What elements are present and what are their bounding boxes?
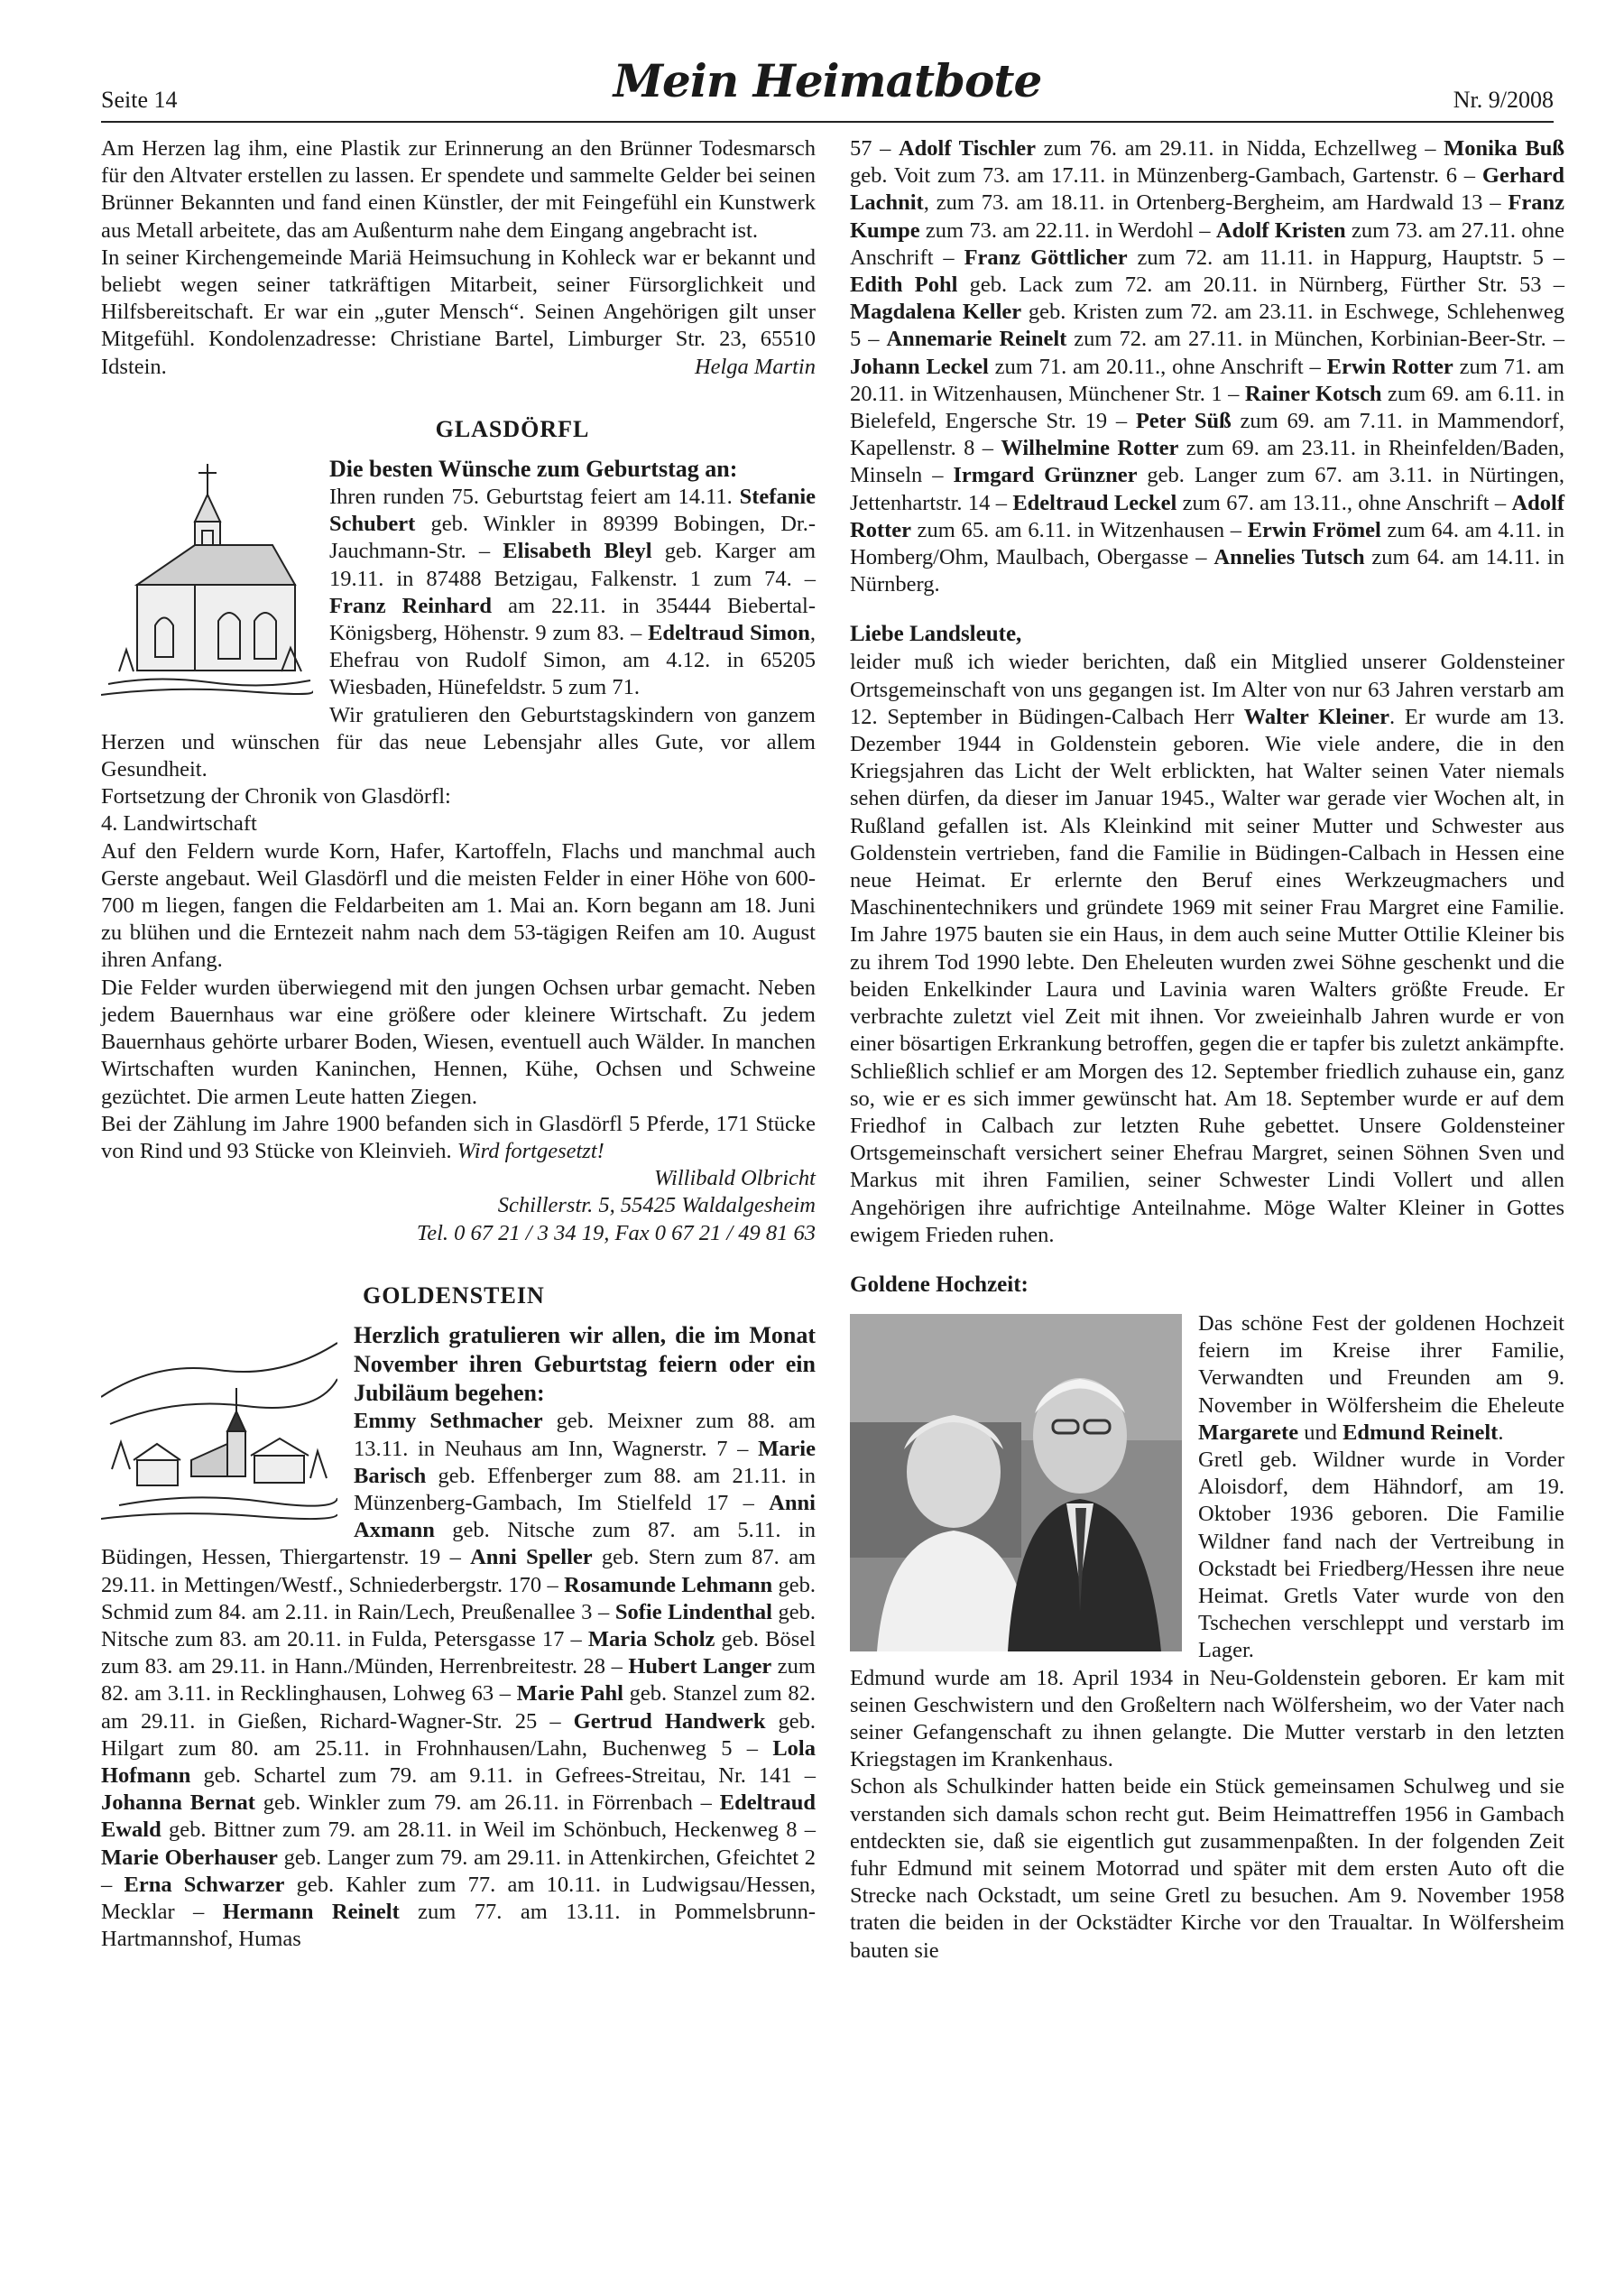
person-name: Gerhard Lachnit — [850, 163, 1564, 216]
page-number: Seite 14 — [101, 87, 178, 113]
person-name: Stefanie Schubert — [329, 485, 817, 537]
person-name: Lola Hofmann — [101, 1735, 816, 1788]
person-name: Erwin Frömel — [1247, 517, 1381, 542]
person-name: Marie Pahl — [516, 1681, 623, 1707]
newspaper-title: Mein Heimatbote — [613, 54, 1042, 107]
person-name: Wilhelmine Rotter — [1001, 436, 1179, 461]
author-name: Willibald Olbricht — [654, 1166, 816, 1191]
golden-wedding-text: Das schöne Fest der goldenen Hochzeit feiern im Kreise ihrer Familie, Verwandten und Freunden am 9. November in Wölfersheim die Eheleute Margarete und Edmund Reinelt. Gretl geb. Wildner wurde in Vorder Aloisdorf, dem Hähndorf, am 19. Oktober 1936 geboren. Die Familie Wildner fand nach der Vertreibung in Ockstadt bei Friedberg/Hessen ihre neue Heimat. Gretls Vater wurde von den Tschechen verschleppt und verstarb im Lager. — [850, 1310, 1564, 1665]
golden-wedding-paragraph-4: Schon als Schulkinder hatten beide ein Stück gemeinsamen Schulweg und sie verstanden sich damals schon recht gut. Beim Heimattreffen 1956 in Gambach entdeckten sie, daß sie eigentlich gut zusammenpaßten. In der folgenden Zeit fuhr Edmund mit seinem Motorrad und später mit dem ersten Auto oft die Strecke nach Ockstadt, um seine Gretl zu besuchen. Am 9. November 1958 traten die beiden in der Ockstädter Kirche vor den Traualtar. In Wölfersheim bauten sie — [850, 1774, 1564, 1963]
person-name: Erwin Rotter — [1326, 354, 1453, 379]
person-name: Edith Pohl — [850, 273, 958, 298]
person-name: Edmund Reinelt — [1343, 1420, 1499, 1445]
couple-photo-image — [850, 1314, 1182, 1651]
right-column — [850, 135, 1564, 1965]
section-heading-glasdoerfl: GLASDÖRFL — [435, 415, 590, 442]
person-name: Franz Göttlicher — [964, 245, 1128, 270]
golden-wedding-paragraph-3: Edmund wurde am 18. April 1934 in Neu-Goldenstein geboren. Er kam mit seinen Geschwistern und den Großeltern nach Wölfersheim, wo der Vater nach seiner Gefangenschaft zu ihnen gelangte. Die Mutter verstarb in den letzten Kriegstagen im Krankenhaus. — [850, 1665, 1564, 1772]
village-illustration — [101, 1325, 337, 1525]
person-name: Anni Speller — [470, 1545, 593, 1570]
chronik-title: Fortsetzung der Chronik von Glasdörfl: — [101, 784, 451, 809]
person-name: Annelies Tutsch — [1213, 545, 1365, 570]
person-name: Walter Kleiner — [1243, 704, 1390, 729]
person-name: Hubert Langer — [628, 1654, 772, 1679]
glasdoerfl-birthdays: Die besten Wünsche zum Geburtstag an: Ihren runden 75. Geburtstag feiert am 14.11. Stefanie Schubert geb. Winkler in 89399 Bobingen, Dr.-Jauchmann-Str. – Elisabeth Bleyl geb. Karger am 19.11. in 87488 Betzigau, Falkenstr. 1 zum 74. – Franz Reinhard am 22.11. in 35444 Biebertal-Königsberg, Höhenstr. 9 zum 83. – Edeltraud Simon, Ehefrau von Rudolf Simon, am 4.12. in 65205 Wiesbaden, Hünefeldstr. 5 zum 71. — [101, 455, 816, 702]
goldenstein-birthdays: Herzlich gratulieren wir allen, die im Monat November ihren Geburtstag feiern oder ein Jubiläum begehen: Emmy Sethmacher geb. Meixner zum 88. am 13.11. in Neuhaus am Inn, Wagnerstr. 7 – Marie Barisch geb. Effenberger zum 88. am 21.11. in Münzenberg-Gambach, Im Stielfeld 17 – Anni Axmann geb. Nitsche zum 87. am 5.11. in Büdingen, Hessen, Thiergartenstr. 19 – Anni Speller geb. Stern zum 87. am 29.11. in Mettingen/Westf., Schniederbergstr. 170 – Rosamunde Lehmann geb. Schmid zum 84. am 2.11. in Rain/Lech, Preußenallee 3 – Sofie Lindenthal geb. Nitsche zum 83. am 20.11. in Fulda, Petersgasse 17 – Maria Scholz geb. Bösel zum 83. am 29.11. in Hann./Münden, Herrenbreitestr. 28 – Hubert Langer zum 82. am 3.11. in Recklinghausen, Lohweg 63 – Marie Pahl geb. Stanzel zum 82. am 29.11. in Gießen, Richard-Wagner-Str. 25 – Gertrud Handwerk geb. Hilgart zum 80. am 25.11. in Frohnhausen/Lahn, Buchenweg 5 – Lola Hofmann geb. Schartel zum 79. am 9.11. in Gefrees-Streitau, Nr. 141 – Johanna Bernat geb. Winkler zum 79. am 26.11. in Förrenbach – Edeltraud Ewald geb. Bittner zum 79. am 28.11. in Weil im Schönbuch, Heckenweg 8 – Marie Oberhauser geb. Langer zum 79. am 29.11. in Attenkirchen, Gfeichtet 2 – Erna Schwarzer geb. Kahler zum 77. am 10.11. in Ludwigsau/Hessen, Mecklar – Hermann Reinelt zum 77. am 13.11. in Pommelsbrunn-Hartmannshof, Humas — [101, 1321, 817, 1952]
person-name: Edeltraud Leckel — [1012, 490, 1177, 515]
person-name: Monika Buß — [1444, 136, 1564, 161]
glasdoerfl-intro: Die besten Wünsche zum Geburtstag an: — [329, 455, 738, 482]
person-name: Gertrud Handwerk — [573, 1708, 766, 1734]
person-name: Rainer Kotsch — [1244, 381, 1382, 406]
obituary-heading: Liebe Landsleute, — [850, 622, 1022, 647]
chronik-subtitle: 4. Landwirtschaft — [101, 811, 257, 837]
chronik-paragraph-2: Die Felder wurden überwiegend mit den jungen Ochsen urbar gemacht. Neben jedem Bauernhaus war eine größere oder kleinere Wirtschaft. Zu jedem Bauernhaus gehörte urbarer Boden, Wiesen, eventuell auch Wälder. In manchen Wirtschaften wurden Kaninchen, Hennen, Kühe, Ochsen und Schweine gezüchtet. Die armen Leute hatten Ziegen. — [101, 975, 816, 1109]
obituary-signature: Helga Martin — [694, 354, 816, 379]
person-name: Anni Axmann — [354, 1490, 816, 1543]
person-name: Adolf Rotter — [850, 490, 1564, 542]
person-name: Peter Süß — [1135, 409, 1232, 434]
obituary-paragraph-2: In seiner Kirchengemeinde Mariä Heimsuchung in Kohleck war er bekannt und beliebt wegen seiner tatkräftigen Mitarbeit, seiner Fürsorglichkeit und Hilfsbereitschaft. Er war ein „guter Mensch“. Seinen Angehörigen gilt unser Mitgefühl. Kondolenzadresse: Christiane Bartel, Limburger Str. 23, 65510 Idstein. Helga Martin — [101, 245, 816, 381]
person-name: Elisabeth Bleyl — [503, 539, 652, 564]
person-name: Emmy Sethmacher — [354, 1409, 543, 1434]
village-drawing-icon — [101, 1325, 337, 1525]
issue-number: Nr. 9/2008 — [1453, 87, 1554, 113]
left-column — [101, 135, 816, 1953]
person-name: Marie Oberhauser — [101, 1845, 278, 1870]
obituary-walter-kleiner: leider muß ich wieder berichten, daß ein Mitglied unserer Goldensteiner Ortsgemeinschaft von uns gegangen ist. Im Alter von nur 63 Jahren verstarb am 12. September in Büdingen-Calbach Herr Walter Kleiner. Er wurde am 13. Dezember 1944 in Goldenstein geboren. Wie viele andere, die in den Kriegsjahren das Licht der Welt erblickten, hat Walter seinen Vater niemals sehen dürfen, da dieser im Januar 1945., Walter war gerade vier Wochen alt, in Rußland gefallen ist. Als Kleinkind mit seiner Mutter und Schwester aus Goldenstein vertrieben, fand die Familie in Büdingen-Calbach in Hessen eine neue Heimat. Er erlernte den Beruf eines Werkzeugmachers und Maschinentechnikers und gründete 1969 mit seiner Frau Margret eine Familie. Im Jahre 1975 bauten sie ein Haus, in dem auch seine Mutter Ottilie Kleiner bis zu ihrem Tod 1990 lebte. Den Eheleuten wurden zwei Söhne geschenkt und die beiden Enkelkinder Laura und Lavinia waren Walters größte Freude. Er verbrachte zuletzt viel Zeit mit ihnen. Vor zweieinhalb Jahren wurde er von einer bösartigen Erkrankung betroffen, gegen die er tapfer bis zuletzt ankämpfte. Schließlich schlief er am Morgen des 12. September friedlich zuhause ein, ganz so, wie er es sich immer gewünscht hat. Am 18. September wurde er auf dem Friedhof in Calbach zur letzten Ruhe gebettet. Unsere Goldensteiner Ortsgemeinschaft versichert seiner Ehefrau Margret, seinen Söhnen Sven und Markus mit ihren Familien, seiner Schwester Lindi Vollert und allen Angehörigen ihre aufrichtige Anteilnahme. Möge Walter Kleiner in Gottes ewigem Frieden ruhen. — [850, 650, 1564, 1247]
person-name: Marie Barisch — [354, 1436, 816, 1488]
person-name: Edeltraud Ewald — [101, 1790, 816, 1843]
glasdoerfl-congratulation: Wir gratulieren den Geburtstagskindern von ganzem Herzen und wünschen für das neue Lebensjahr alles Gute, vor allem Gesundheit. — [101, 702, 816, 782]
person-name: Margarete — [1198, 1420, 1299, 1445]
obituary-paragraph-1: Am Herzen lag ihm, eine Plastik zur Erinnerung an den Brünner Todesmarsch für den Altvater erstellen zu lassen. Er spendete und sammelte Gelder bei seinen Brünner Bekannten und fand einen Künstler, der mit Feingefühl ein Kunstwerk aus Metall arbeitete, das am Außenturm nahe dem Eingang angebracht ist. — [101, 136, 816, 243]
goldenstein-birthdays-continued: 57 – Adolf Tischler zum 76. am 29.11. in Nidda, Echzellweg – Monika Buß geb. Voit zum 73. am 17.11. in Münzenberg-Gambach, Gartenstr. 6 – Gerhard Lachnit, zum 73. am 18.11. in Ortenberg-Bergheim, am Hardwald 13 – Franz Kumpe zum 73. am 22.11. in Werdohl – Adolf Kristen zum 73. am 27.11. ohne Anschrift – Franz Göttlicher zum 72. am 11.11. in Happurg, Hauptstr. 5 – Edith Pohl geb. Lack zum 72. am 20.11. in Nürnberg, Fürther Str. 53 – Magdalena Keller geb. Kristen zum 72. am 23.11. in Eschwege, Schlehenweg 5 – Annemarie Reinelt zum 72. am 27.11. in München, Korbinian-Beer-Str. – Johann Leckel zum 71. am 20.11., ohne Anschrift – Erwin Rotter zum 71. am 20.11. in Witzenhausen, Münchener Str. 1 – Rainer Kotsch zum 69. am 6.11. in Bielefeld, Engersche Str. 19 – Peter Süß zum 69. am 7.11. in Mammendorf, Kapellenstr. 8 – Wilhelmine Rotter zum 69. am 23.11. in Rheinfelden/Baden, Minseln – Irmgard Grünzner geb. Langer zum 67. am 3.11. in Nürtingen, Jettenhartstr. 14 – Edeltraud Leckel zum 67. am 13.11., ohne Anschrift – Adolf Rotter zum 65. am 6.11. in Witzenhausen – Erwin Frömel zum 64. am 4.11. in Homberg/Ohm, Maulbach, Obergasse – Annelies Tutsch zum 64. am 14.11. in Nürnberg. — [850, 136, 1565, 597]
couple-photo — [850, 1314, 1182, 1651]
chapel-drawing-icon — [101, 458, 313, 700]
person-name: Sofie Lindenthal — [614, 1599, 772, 1624]
golden-wedding-heading: Goldene Hochzeit: — [850, 1272, 1029, 1297]
person-name: Irmgard Grünzner — [953, 463, 1138, 488]
continuation-note: Wird fortgesetzt! — [457, 1138, 604, 1163]
person-name: Johann Leckel — [850, 354, 989, 379]
person-name: Maria Scholz — [587, 1626, 715, 1651]
chapel-illustration — [101, 458, 313, 700]
person-name: Rosamunde Lehmann — [564, 1572, 773, 1597]
person-name: Magdalena Keller — [850, 300, 1022, 325]
person-name: Adolf Kristen — [1215, 217, 1346, 243]
person-name: Erna Schwarzer — [124, 1872, 285, 1897]
person-name: Franz Reinhard — [329, 593, 493, 618]
person-name: Annemarie Reinelt — [886, 327, 1067, 352]
person-name: Adolf Tischler — [898, 136, 1036, 161]
chronik-paragraph-1: Auf den Feldern wurde Korn, Hafer, Kartoffeln, Flachs und manchmal auch Gerste angebaut. Weil Glasdörfl und die meisten Felder in einer Höhe von 600-700 m liegen, fangen die Feldarbeiten am 1. Mai an. Korn begann am 18. Juni zu blühen und die Erntezeit nahm nach dem 53-tägigen Reifen am 10. August ihren Anfang. — [101, 838, 816, 973]
author-phone: Tel. 0 67 21 / 3 34 19, Fax 0 67 21 / 49 81 63 — [416, 1220, 816, 1245]
section-heading-goldenstein: GOLDENSTEIN — [363, 1281, 545, 1309]
person-name: Edeltraud Simon — [648, 621, 810, 646]
author-address: Schillerstr. 5, 55425 Waldalgesheim — [497, 1193, 816, 1218]
person-name: Johanna Bernat — [101, 1790, 255, 1816]
person-name: Hermann Reinelt — [222, 1899, 400, 1924]
chronik-paragraph-3: Bei der Zählung im Jahre 1900 befanden sich in Glasdörfl 5 Pferde, 171 Stücke von Rind und 93 Stücke von Kleinvieh. Wird fortgesetzt! — [101, 1111, 816, 1163]
goldenstein-intro: Herzlich gratulieren wir allen, die im Monat November ihren Geburtstag feiern oder ein Jubiläum begehen: — [354, 1321, 816, 1407]
page-header — [101, 54, 1554, 123]
person-name: Franz Kumpe — [850, 190, 1564, 243]
